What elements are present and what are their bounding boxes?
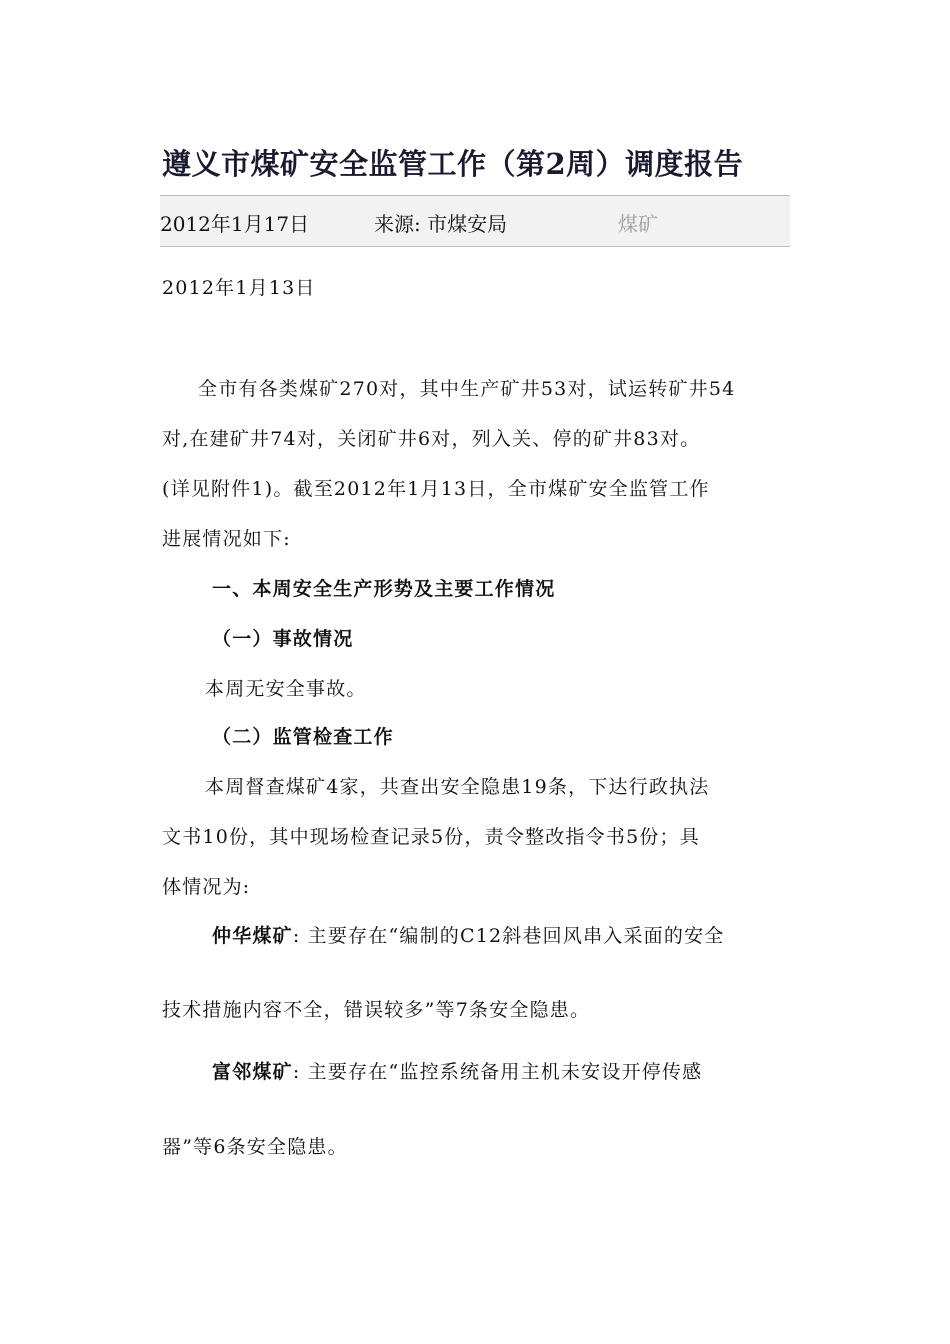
intro-line: 全市有各类煤矿270对，其中生产矿井53对，试运转矿井54 xyxy=(198,378,736,400)
mine-entry xyxy=(212,1057,702,1084)
mine-entry xyxy=(212,921,724,948)
mine-issue-text: : 主要存在“监控系统备用主机未安设开停传感 xyxy=(292,1061,703,1083)
paragraph-line: 体情况为: xyxy=(162,876,251,898)
section-heading: 一、本周安全生产形势及主要工作情况 xyxy=(212,578,556,600)
paragraph-line: 本周督查煤矿4家，共查出安全隐患19条，下达行政执法 xyxy=(205,776,710,798)
mine-issue-text: : 主要存在“编制的C12斜巷回风串入采面的安全 xyxy=(292,925,725,947)
mine-issue-text: 器”等6条安全隐患。 xyxy=(162,1136,348,1158)
report-date: 2012年1月13日 xyxy=(162,277,316,299)
report-title: 遵义市煤矿安全监管工作（第2周）调度报告 xyxy=(162,147,744,181)
mine-issue-text: 技术措施内容不全，错误较多”等7条安全隐患。 xyxy=(162,999,591,1021)
intro-line: (详见附件1)。截至2012年1月13日，全市煤矿安全监管工作 xyxy=(162,478,710,500)
mine-name: 富邻煤矿 xyxy=(212,1061,293,1083)
paragraph: 本周无安全事故。 xyxy=(205,678,367,700)
paragraph-line: 文书10份，其中现场检查记录5份，责令整改指令书5份；具 xyxy=(162,826,700,848)
subsection-heading: （一）事故情况 xyxy=(212,628,354,650)
subsection-heading: （二）监管检查工作 xyxy=(212,726,394,748)
category-tag[interactable]: 煤矿 xyxy=(618,212,658,236)
intro-line: 对,在建矿井74对，关闭矿井6对，列入关、停的矿井83对。 xyxy=(162,428,701,450)
meta-bar xyxy=(160,195,790,247)
publish-date: 2012年1月17日 xyxy=(160,212,310,236)
intro-line: 进展情况如下: xyxy=(162,528,291,550)
source-label: 来源: 市煤安局 xyxy=(374,212,508,236)
mine-name: 仲华煤矿 xyxy=(212,925,293,947)
